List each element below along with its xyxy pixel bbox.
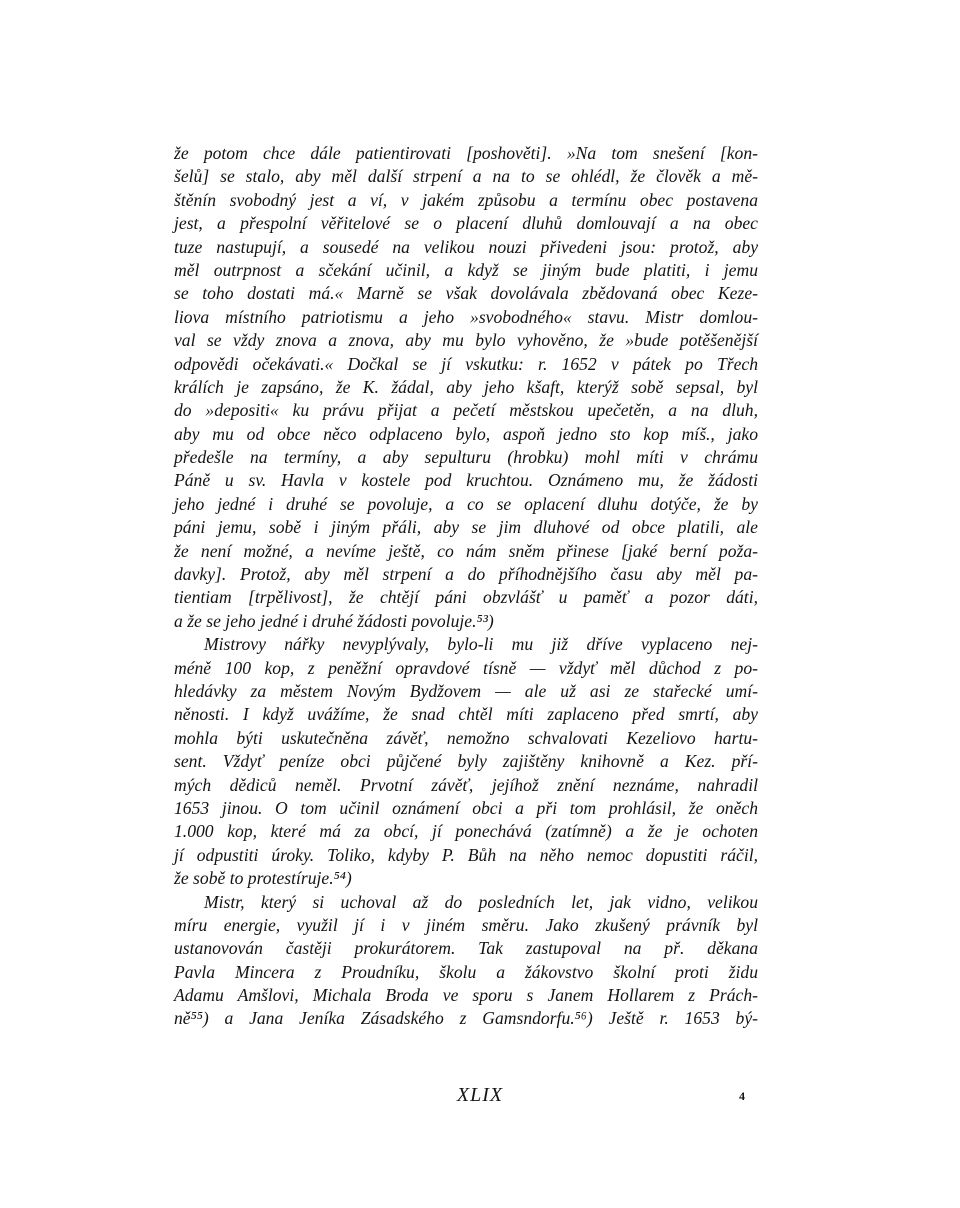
signature-mark: 4 [739,1089,745,1103]
text-line: liova místního patriotismu a jeho »svobodného« stavu. Mistr domlou- [174,306,758,327]
text-line: ně⁵⁵) a Jana Jeníka Zásadského z Gamsndorfu.⁵⁶) Ještě r. 1653 bý- [174,1008,758,1029]
text-line: měl outrpnost a sčekání učinil, a když se jiným bude platiti, i jemu [174,259,758,280]
text-line: Mistr, který si uchoval až do posledních let, jak vidno, velikou [204,891,758,912]
text-line: odpovědi očekávati.« Dočkal se jí vskutku: r. 1652 v pátek po Třech [174,353,758,374]
page-number: XLIX [456,1084,504,1106]
text-line: tuze nastupují, a sousedé na velikou nouzi přivedeni jsou: protož, aby [174,236,758,257]
text-line: Adamu Amšlovi, Michala Broda ve sporu s Janem Hollarem z Prách- [174,985,758,1006]
text-line: mých dědiců neměl. Prvotní závěť, jejíhož znění neznáme, nahradil [174,774,758,795]
text-line: míru energie, využil jí i v jiném směru. Jako zkušený právník byl [174,914,758,935]
text-line: Mistrovy nářky nevyplývaly, bylo-li mu již dříve vyplaceno nej- [204,634,758,655]
text-line: štěnín svobodný jest a ví, v jakém způsobu a termínu obec postavena [174,189,758,210]
text-line: že potom chce dále patientirovati [poshověti]. »Na tom snešení [kon- [174,143,758,163]
paragraph-2 [174,633,758,890]
paragraph-3 [174,891,758,1031]
text-line: se toho dostati má.« Marně se však dovolávala zbědovaná obec Keze- [174,283,758,304]
text-line: aby mu od obce něco odplaceno bylo, aspoň jedno sto kop míš., jako [174,423,758,444]
text-line: méně 100 kop, z peněžní opravdové tísně — vždyť měl důchod z po- [174,657,758,678]
text-line: a že se jeho jedné i druhé žádosti povoluje.⁵³) [174,610,494,631]
text-line: králích je zapsáno, že K. žádal, aby jeho kšaft, kterýž sobě sepsal, byl [174,376,758,397]
text-line: davky]. Protož, aby měl strpení a do příhodnějšího času aby měl pa- [174,564,758,585]
text-line: Pavla Mincera z Proudníku, školu a žákovstvo školní proti židu [174,961,758,982]
text-line: šelů] se stalo, aby měl další strpení a na to se ohlédl, že člověk a mě- [174,166,758,187]
text-line: Páně u sv. Havla v kostele pod kruchtou. Oznámeno mu, že žádosti [174,470,758,491]
text-line: tientiam [trpělivost], že chtějí páni obzvlášť u paměť a pozor dáti, [174,587,758,608]
text-line: páni jemu, sobě i jiným přáli, aby se jim dluhové od obce platili, ale [174,517,758,538]
paragraph-1 [174,142,758,633]
text-line: jeho jedné i druhé se povoluje, a co se oplacení dluhu dotýče, že by [174,493,758,514]
text-line: něnosti. I když uvážíme, že snad chtěl míti zaplaceno před smrtí, aby [174,704,758,725]
text-line: že není možné, a nevíme ještě, co nám sněm přinese [jaké berní poža- [174,540,758,561]
text-line: že sobě to protestíruje.⁵⁴) [174,868,352,889]
text-line: jí odpustiti úroky. Toliko, kdyby P. Bůh na něho nemoc dopustiti ráčil, [174,844,758,865]
text-line: předešle na termíny, a aby sepulturu (hrobku) mohl míti v chrámu [174,447,758,468]
text-line: val se vždy znova a znova, aby mu bylo vyhověno, že »bude potěšenější [174,330,758,351]
text-line: 1.000 kop, které má za obcí, jí ponechává (zatímně) a že je ochoten [174,821,758,842]
text-line: mohla býti uskutečněna závěť, nemožno schvalovati Kezeliovo hartu- [174,727,758,748]
text-line: jest, a přespolní věřitelové se o placení dluhů domlouvají a na obec [174,213,758,234]
text-line: ustanovován častěji prokurátorem. Tak zastupoval na př. děkana [174,938,758,959]
text-line: 1653 jinou. O tom učinil oznámení obci a při tom prohlásil, že oněch [174,797,758,818]
body-text [174,142,758,1031]
text-line: hledávky za městem Novým Bydžovem — ale už asi ze stařecké umí- [174,680,758,701]
text-line: sent. Vždyť peníze obci půjčené byly zajištěny knihovně a Kez. pří- [174,751,758,772]
text-line: do »depositi« ku právu přijat a pečetí městskou upečetěn, a na dluh, [174,400,758,421]
